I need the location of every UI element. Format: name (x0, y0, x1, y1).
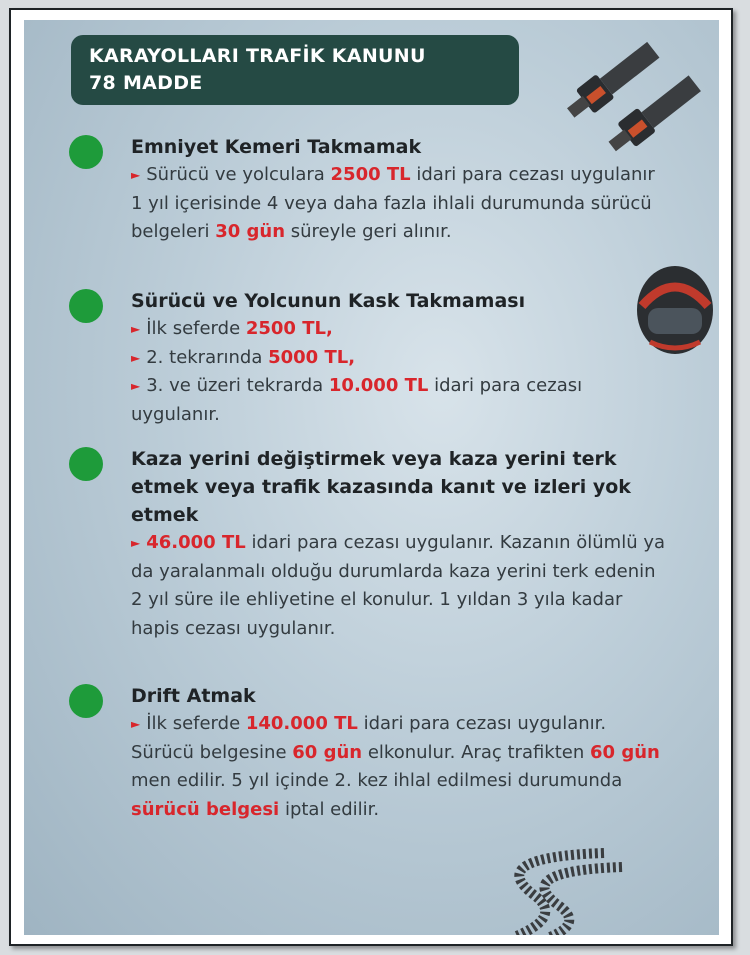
title-line-1: KARAYOLLARI TRAFİK KANUNU (89, 45, 426, 67)
image-frame (9, 8, 733, 946)
title-line-2: 78 MADDE (89, 72, 203, 94)
poster (24, 20, 719, 935)
green-dot-icon (69, 447, 103, 481)
section-drift (69, 682, 669, 824)
list-item: ► 2. tekrarında 5000 TL, (131, 346, 356, 368)
title-box (71, 35, 519, 105)
list-item: ► 3. ve üzeri tekrarda 10.000 TL idari para cezası uygulanır. (131, 375, 583, 425)
list-item: ► İlk seferde 2500 TL, (131, 318, 333, 339)
section-heading: Sürücü ve Yolcunun Kask Takmaması (131, 290, 526, 312)
section-text: ► 46.000 TL idari para cezası uygulanır. Kazanın ölümlü ya da yaralanmalı olduğu durumlarda kaza yerini terk edenin 2 yıl süre ile ehliyetine el konulur. 1 yıldan 3 yıla kadar hapis cezası uygulanır. (131, 532, 666, 639)
section-heading: Kaza yerini değiştirmek veya kaza yerini terk etmek veya trafik kazasında kanıt ve izleri yok etmek (131, 448, 631, 526)
bullet-arrow-icon: ► (131, 350, 141, 365)
bullet-arrow-icon: ► (131, 717, 141, 731)
bullet-arrow-icon: ► (131, 168, 141, 182)
bullet-arrow-icon: ► (131, 322, 141, 336)
section-heading: Emniyet Kemeri Takmamak (131, 136, 422, 158)
section-accident-scene (69, 445, 669, 643)
section-text: ► İlk seferde 140.000 TL idari para cezası uygulanır. Sürücü belgesine 60 gün elkonulur. Araç trafikten 60 gün men edilir. 5 yıl içinde 2. kez ihlal edilmesi durumunda sürücü belgesi iptal edilir. (131, 713, 660, 820)
section-seat-belt (69, 133, 669, 247)
bullet-arrow-icon: ► (131, 536, 141, 550)
section-text: ► Sürücü ve yolculara 2500 TL idari para cezası uygulanır 1 yıl içerisinde 4 veya daha fazla ihlali durumunda sürücü belgeleri 30 gün süreyle geri alınır. (131, 164, 655, 242)
green-dot-icon (69, 135, 103, 169)
tire-track-icon (454, 845, 624, 935)
section-helmet (69, 287, 669, 429)
section-heading: Drift Atmak (131, 685, 256, 707)
green-dot-icon (69, 289, 103, 323)
bullet-arrow-icon: ► (131, 379, 141, 393)
green-dot-icon (69, 684, 103, 718)
